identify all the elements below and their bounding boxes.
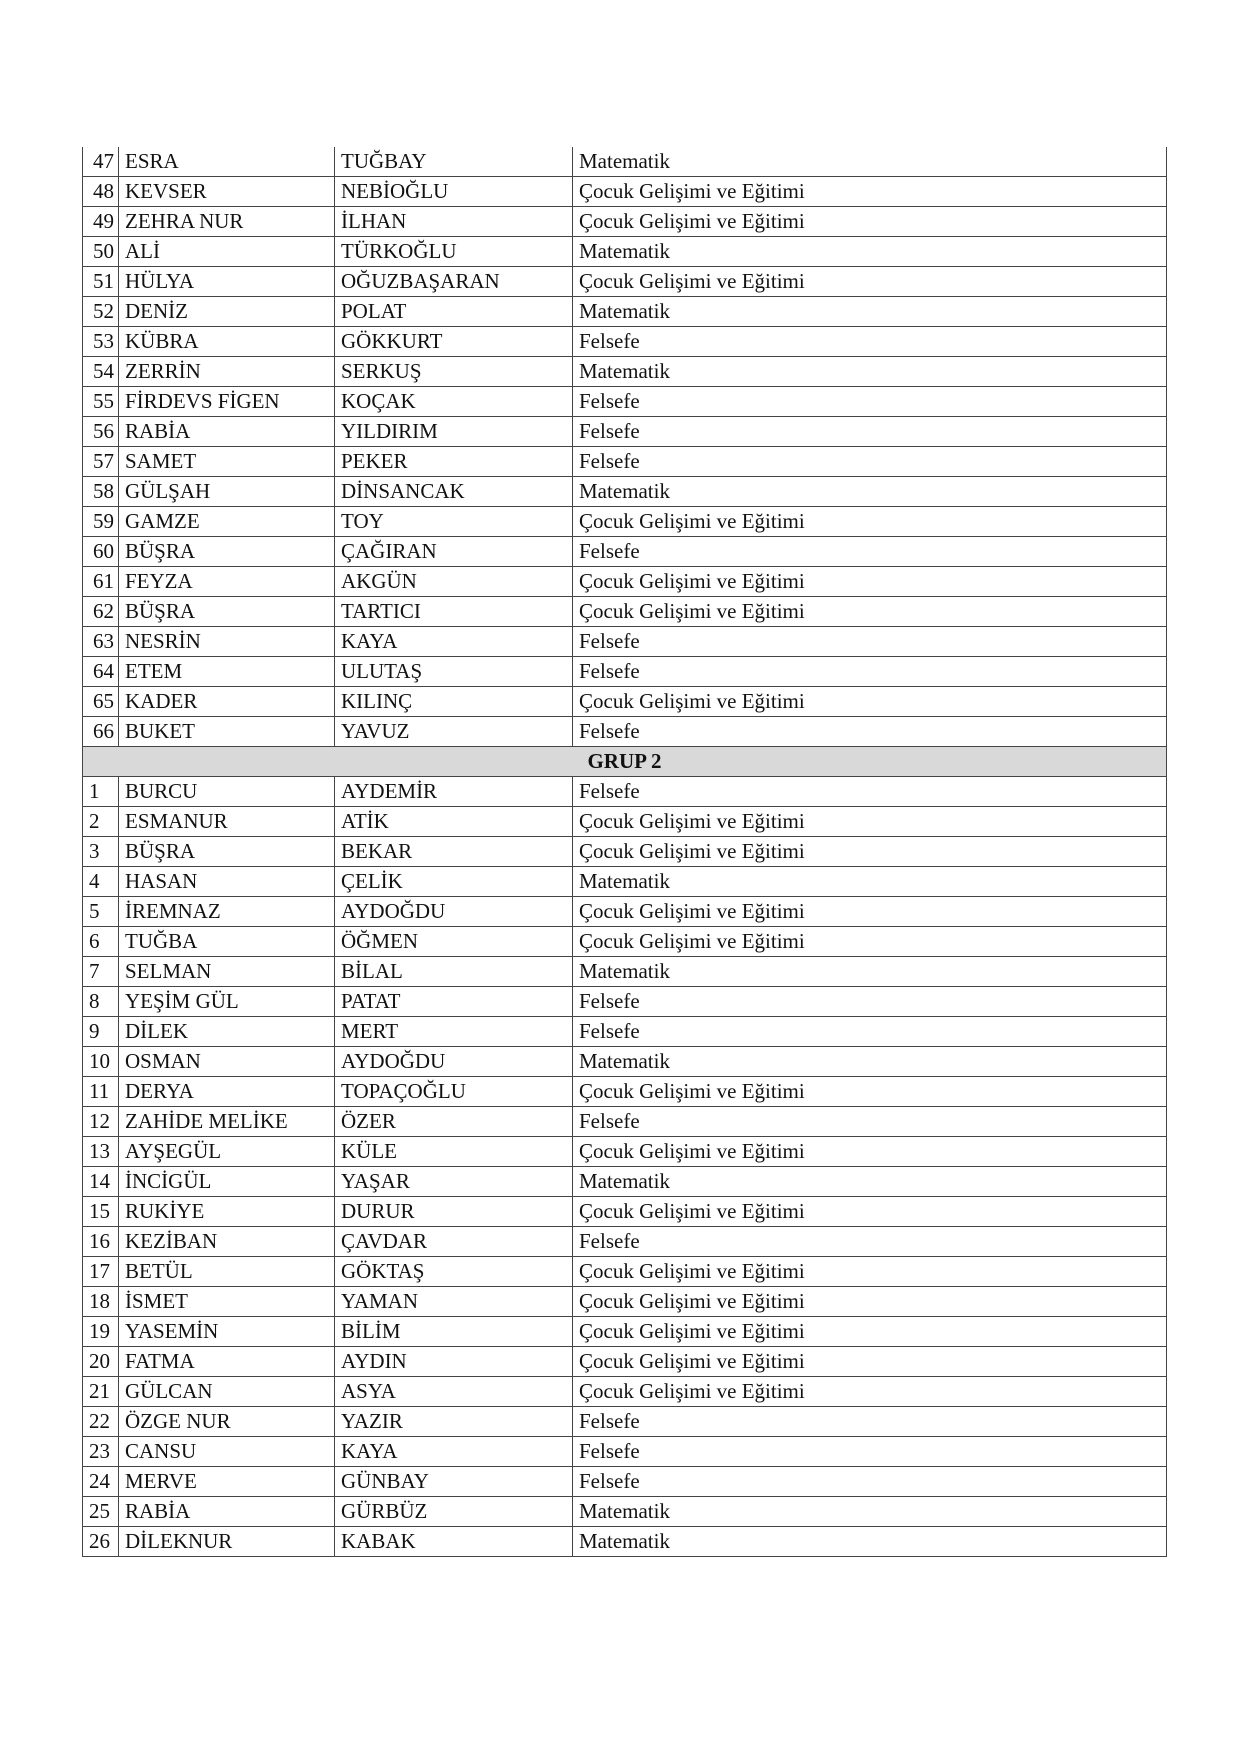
department-cell: Felsefe [573, 1017, 1167, 1047]
table-row [83, 777, 1167, 807]
table-row [83, 207, 1167, 237]
department-cell: Çocuk Gelişimi ve Eğitimi [573, 1287, 1167, 1317]
department-cell: Matematik [573, 297, 1167, 327]
first-name-cell: BÜŞRA [119, 837, 335, 867]
department-cell: Felsefe [573, 537, 1167, 567]
first-name-cell: TUĞBA [119, 927, 335, 957]
row-number-cell: 65 [83, 687, 119, 717]
last-name-cell: YAVUZ [335, 717, 573, 747]
department-cell: Çocuk Gelişimi ve Eğitimi [573, 177, 1167, 207]
table-row [83, 1077, 1167, 1107]
first-name-cell: GÜLŞAH [119, 477, 335, 507]
table-row [83, 1407, 1167, 1437]
table-row [83, 1377, 1167, 1407]
table-row [83, 867, 1167, 897]
table-row [83, 1287, 1167, 1317]
last-name-cell: AYDIN [335, 1347, 573, 1377]
department-cell: Çocuk Gelişimi ve Eğitimi [573, 1257, 1167, 1287]
table-row [83, 987, 1167, 1017]
first-name-cell: RUKİYE [119, 1197, 335, 1227]
table-row [83, 387, 1167, 417]
group-title-row [83, 747, 1167, 777]
table-row [83, 1047, 1167, 1077]
last-name-cell: KILINÇ [335, 687, 573, 717]
first-name-cell: ESMANUR [119, 807, 335, 837]
row-number-cell: 26 [83, 1527, 119, 1557]
last-name-cell: KABAK [335, 1527, 573, 1557]
first-name-cell: KEVSER [119, 177, 335, 207]
row-number-cell: 21 [83, 1377, 119, 1407]
row-number-cell: 23 [83, 1437, 119, 1467]
row-number-cell: 22 [83, 1407, 119, 1437]
row-number-cell: 13 [83, 1137, 119, 1167]
table-row [83, 477, 1167, 507]
department-cell: Felsefe [573, 1407, 1167, 1437]
row-number-cell: 10 [83, 1047, 119, 1077]
row-number-cell: 24 [83, 1467, 119, 1497]
row-number-cell: 58 [83, 477, 119, 507]
department-cell: Felsefe [573, 987, 1167, 1017]
document-sheet [82, 147, 1166, 1557]
last-name-cell: MERT [335, 1017, 573, 1047]
last-name-cell: ATİK [335, 807, 573, 837]
table-row [83, 807, 1167, 837]
department-cell: Çocuk Gelişimi ve Eğitimi [573, 1377, 1167, 1407]
table-row [83, 1107, 1167, 1137]
table-row [83, 627, 1167, 657]
row-number-cell: 14 [83, 1167, 119, 1197]
department-cell: Felsefe [573, 717, 1167, 747]
last-name-cell: NEBİOĞLU [335, 177, 573, 207]
first-name-cell: BÜŞRA [119, 597, 335, 627]
last-name-cell: GÖKTAŞ [335, 1257, 573, 1287]
last-name-cell: AKGÜN [335, 567, 573, 597]
first-name-cell: OSMAN [119, 1047, 335, 1077]
department-cell: Çocuk Gelişimi ve Eğitimi [573, 807, 1167, 837]
first-name-cell: FATMA [119, 1347, 335, 1377]
last-name-cell: ASYA [335, 1377, 573, 1407]
first-name-cell: ZERRİN [119, 357, 335, 387]
first-name-cell: RABİA [119, 1497, 335, 1527]
last-name-cell: ÇAVDAR [335, 1227, 573, 1257]
row-number-cell: 51 [83, 267, 119, 297]
first-name-cell: ALİ [119, 237, 335, 267]
first-name-cell: KADER [119, 687, 335, 717]
department-cell: Matematik [573, 237, 1167, 267]
department-cell: Çocuk Gelişimi ve Eğitimi [573, 837, 1167, 867]
row-number-cell: 61 [83, 567, 119, 597]
table-row [83, 417, 1167, 447]
department-cell: Felsefe [573, 1107, 1167, 1137]
department-cell: Çocuk Gelişimi ve Eğitimi [573, 927, 1167, 957]
first-name-cell: ESRA [119, 147, 335, 177]
group-1-rows [83, 147, 1167, 747]
table-row [83, 147, 1167, 177]
table-row [83, 267, 1167, 297]
row-number-cell: 50 [83, 237, 119, 267]
last-name-cell: KAYA [335, 627, 573, 657]
last-name-cell: YAŞAR [335, 1167, 573, 1197]
table-row [83, 1317, 1167, 1347]
department-cell: Çocuk Gelişimi ve Eğitimi [573, 1317, 1167, 1347]
last-name-cell: BİLİM [335, 1317, 573, 1347]
department-cell: Çocuk Gelişimi ve Eğitimi [573, 567, 1167, 597]
row-number-cell: 19 [83, 1317, 119, 1347]
table-row [83, 1437, 1167, 1467]
table-row [83, 507, 1167, 537]
last-name-cell: ÇELİK [335, 867, 573, 897]
first-name-cell: DENİZ [119, 297, 335, 327]
table-row [83, 237, 1167, 267]
first-name-cell: DERYA [119, 1077, 335, 1107]
row-number-cell: 49 [83, 207, 119, 237]
last-name-cell: KÜLE [335, 1137, 573, 1167]
table-row [83, 897, 1167, 927]
last-name-cell: TOY [335, 507, 573, 537]
table-row [83, 687, 1167, 717]
last-name-cell: GÜNBAY [335, 1467, 573, 1497]
department-cell: Felsefe [573, 387, 1167, 417]
first-name-cell: CANSU [119, 1437, 335, 1467]
department-cell: Felsefe [573, 1227, 1167, 1257]
row-number-cell: 11 [83, 1077, 119, 1107]
row-number-cell: 56 [83, 417, 119, 447]
department-cell: Matematik [573, 357, 1167, 387]
department-cell: Çocuk Gelişimi ve Eğitimi [573, 207, 1167, 237]
table-row [83, 657, 1167, 687]
department-cell: Çocuk Gelişimi ve Eğitimi [573, 507, 1167, 537]
row-number-cell: 15 [83, 1197, 119, 1227]
table-row [83, 1227, 1167, 1257]
last-name-cell: YAZIR [335, 1407, 573, 1437]
last-name-cell: GÜRBÜZ [335, 1497, 573, 1527]
last-name-cell: SERKUŞ [335, 357, 573, 387]
table-row [83, 357, 1167, 387]
row-number-cell: 9 [83, 1017, 119, 1047]
row-number-cell: 52 [83, 297, 119, 327]
table-row [83, 177, 1167, 207]
first-name-cell: AYŞEGÜL [119, 1137, 335, 1167]
first-name-cell: ZAHİDE MELİKE [119, 1107, 335, 1137]
table-row [83, 597, 1167, 627]
department-cell: Matematik [573, 147, 1167, 177]
last-name-cell: TARTICI [335, 597, 573, 627]
group-2-rows [83, 777, 1167, 1557]
last-name-cell: DURUR [335, 1197, 573, 1227]
row-number-cell: 16 [83, 1227, 119, 1257]
row-number-cell: 57 [83, 447, 119, 477]
first-name-cell: ZEHRA NUR [119, 207, 335, 237]
department-cell: Çocuk Gelişimi ve Eğitimi [573, 1137, 1167, 1167]
department-cell: Felsefe [573, 327, 1167, 357]
last-name-cell: POLAT [335, 297, 573, 327]
table-row [83, 1467, 1167, 1497]
department-cell: Felsefe [573, 1437, 1167, 1467]
row-number-cell: 6 [83, 927, 119, 957]
row-number-cell: 8 [83, 987, 119, 1017]
department-cell: Felsefe [573, 777, 1167, 807]
department-cell: Felsefe [573, 657, 1167, 687]
first-name-cell: ÖZGE NUR [119, 1407, 335, 1437]
department-cell: Felsefe [573, 1467, 1167, 1497]
row-number-cell: 12 [83, 1107, 119, 1137]
last-name-cell: PEKER [335, 447, 573, 477]
table-row [83, 957, 1167, 987]
last-name-cell: KAYA [335, 1437, 573, 1467]
first-name-cell: İSMET [119, 1287, 335, 1317]
last-name-cell: ÇAĞIRAN [335, 537, 573, 567]
first-name-cell: NESRİN [119, 627, 335, 657]
department-cell: Çocuk Gelişimi ve Eğitimi [573, 597, 1167, 627]
first-name-cell: BETÜL [119, 1257, 335, 1287]
row-number-cell: 47 [83, 147, 119, 177]
last-name-cell: AYDOĞDU [335, 1047, 573, 1077]
department-cell: Matematik [573, 477, 1167, 507]
last-name-cell: PATAT [335, 987, 573, 1017]
last-name-cell: YILDIRIM [335, 417, 573, 447]
last-name-cell: AYDOĞDU [335, 897, 573, 927]
last-name-cell: TOPAÇOĞLU [335, 1077, 573, 1107]
first-name-cell: MERVE [119, 1467, 335, 1497]
table-row [83, 837, 1167, 867]
first-name-cell: RABİA [119, 417, 335, 447]
table-row [83, 717, 1167, 747]
row-number-cell: 63 [83, 627, 119, 657]
table-row [83, 927, 1167, 957]
department-cell: Matematik [573, 867, 1167, 897]
first-name-cell: SELMAN [119, 957, 335, 987]
department-cell: Felsefe [573, 447, 1167, 477]
table-row [83, 447, 1167, 477]
department-cell: Çocuk Gelişimi ve Eğitimi [573, 1347, 1167, 1377]
last-name-cell: ÖĞMEN [335, 927, 573, 957]
department-cell: Felsefe [573, 627, 1167, 657]
row-number-cell: 1 [83, 777, 119, 807]
row-number-cell: 60 [83, 537, 119, 567]
department-cell: Felsefe [573, 417, 1167, 447]
last-name-cell: TÜRKOĞLU [335, 237, 573, 267]
row-number-cell: 18 [83, 1287, 119, 1317]
table-row [83, 1257, 1167, 1287]
group-2-header [83, 747, 1167, 777]
last-name-cell: GÖKKURT [335, 327, 573, 357]
table-row [83, 1197, 1167, 1227]
first-name-cell: HÜLYA [119, 267, 335, 297]
first-name-cell: FEYZA [119, 567, 335, 597]
table-row [83, 537, 1167, 567]
row-number-cell: 5 [83, 897, 119, 927]
first-name-cell: BÜŞRA [119, 537, 335, 567]
table-row [83, 1347, 1167, 1377]
table-row [83, 297, 1167, 327]
row-number-cell: 53 [83, 327, 119, 357]
first-name-cell: GAMZE [119, 507, 335, 537]
participant-table [82, 147, 1167, 1557]
last-name-cell: TUĞBAY [335, 147, 573, 177]
first-name-cell: GÜLCAN [119, 1377, 335, 1407]
department-cell: Çocuk Gelişimi ve Eğitimi [573, 1077, 1167, 1107]
first-name-cell: BURCU [119, 777, 335, 807]
first-name-cell: DİLEKNUR [119, 1527, 335, 1557]
row-number-cell: 54 [83, 357, 119, 387]
table-row [83, 1527, 1167, 1557]
last-name-cell: DİNSANCAK [335, 477, 573, 507]
table-row [83, 1167, 1167, 1197]
row-number-cell: 48 [83, 177, 119, 207]
first-name-cell: İREMNAZ [119, 897, 335, 927]
department-cell: Çocuk Gelişimi ve Eğitimi [573, 687, 1167, 717]
first-name-cell: BUKET [119, 717, 335, 747]
first-name-cell: DİLEK [119, 1017, 335, 1047]
department-cell: Çocuk Gelişimi ve Eğitimi [573, 897, 1167, 927]
row-number-cell: 7 [83, 957, 119, 987]
department-cell: Çocuk Gelişimi ve Eğitimi [573, 267, 1167, 297]
row-number-cell: 55 [83, 387, 119, 417]
last-name-cell: BİLAL [335, 957, 573, 987]
row-number-cell: 3 [83, 837, 119, 867]
last-name-cell: ÖZER [335, 1107, 573, 1137]
table-row [83, 1137, 1167, 1167]
row-number-cell: 59 [83, 507, 119, 537]
last-name-cell: İLHAN [335, 207, 573, 237]
row-number-cell: 64 [83, 657, 119, 687]
last-name-cell: BEKAR [335, 837, 573, 867]
table-row [83, 1497, 1167, 1527]
row-number-cell: 25 [83, 1497, 119, 1527]
row-number-cell: 2 [83, 807, 119, 837]
table-row [83, 327, 1167, 357]
row-number-cell: 17 [83, 1257, 119, 1287]
first-name-cell: İNCİGÜL [119, 1167, 335, 1197]
row-number-cell: 20 [83, 1347, 119, 1377]
row-number-cell: 4 [83, 867, 119, 897]
first-name-cell: HASAN [119, 867, 335, 897]
group-2-title: GRUP 2 [83, 747, 1167, 777]
row-number-cell: 66 [83, 717, 119, 747]
first-name-cell: SAMET [119, 447, 335, 477]
last-name-cell: KOÇAK [335, 387, 573, 417]
department-cell: Matematik [573, 1497, 1167, 1527]
first-name-cell: ETEM [119, 657, 335, 687]
first-name-cell: YASEMİN [119, 1317, 335, 1347]
first-name-cell: KEZİBAN [119, 1227, 335, 1257]
department-cell: Çocuk Gelişimi ve Eğitimi [573, 1197, 1167, 1227]
table-row [83, 1017, 1167, 1047]
first-name-cell: YEŞİM GÜL [119, 987, 335, 1017]
department-cell: Matematik [573, 1047, 1167, 1077]
first-name-cell: FİRDEVS FİGEN [119, 387, 335, 417]
department-cell: Matematik [573, 957, 1167, 987]
last-name-cell: YAMAN [335, 1287, 573, 1317]
department-cell: Matematik [573, 1167, 1167, 1197]
row-number-cell: 62 [83, 597, 119, 627]
last-name-cell: AYDEMİR [335, 777, 573, 807]
first-name-cell: KÜBRA [119, 327, 335, 357]
department-cell: Matematik [573, 1527, 1167, 1557]
last-name-cell: OĞUZBAŞARAN [335, 267, 573, 297]
last-name-cell: ULUTAŞ [335, 657, 573, 687]
table-row [83, 567, 1167, 597]
